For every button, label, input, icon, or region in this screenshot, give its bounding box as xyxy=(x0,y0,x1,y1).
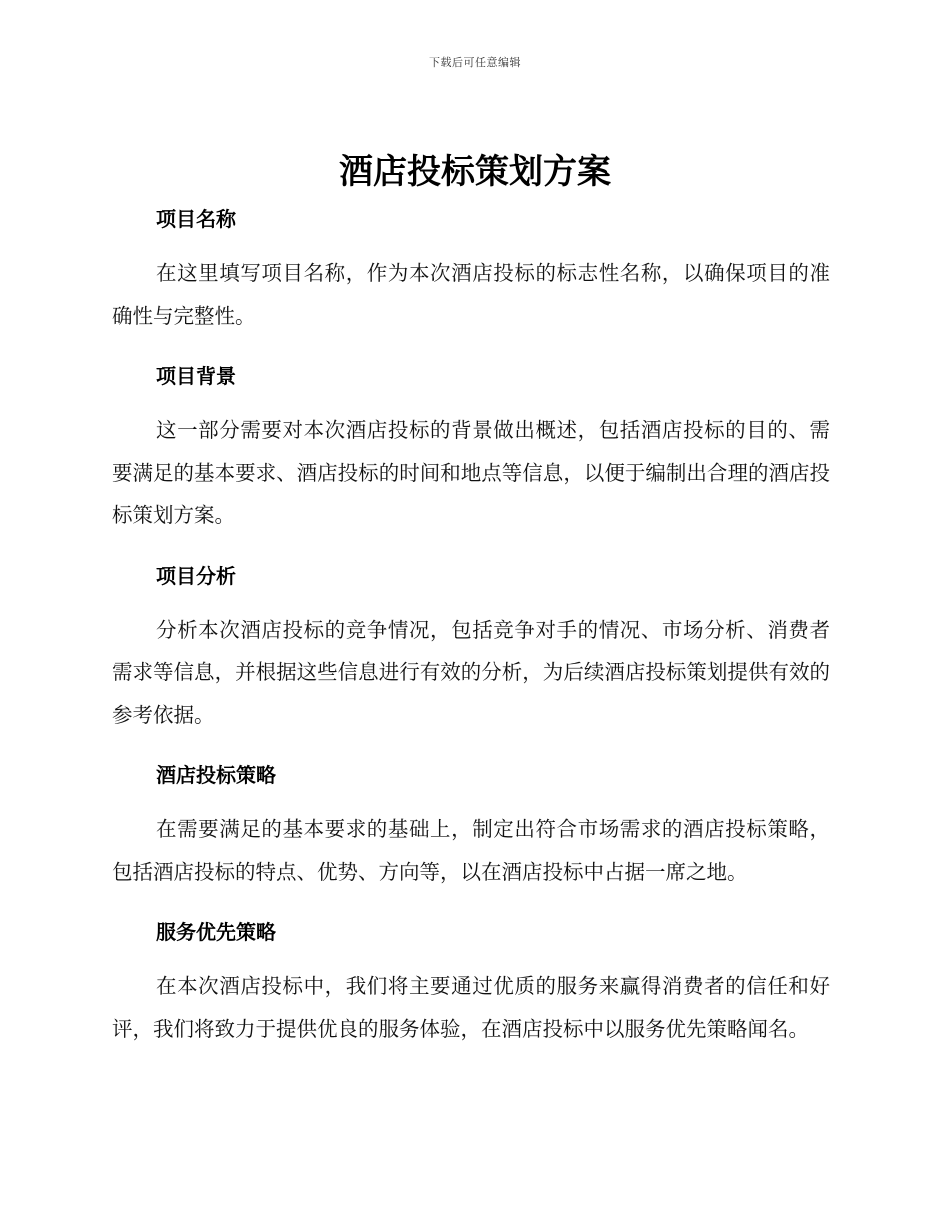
section-paragraph: 分析本次酒店投标的竞争情况，包括竞争对手的情况、市场分析、消费者需求等信息，并根据这些信息进行有效的分析，为后续酒店投标策划提供有效的参考依据。 xyxy=(112,617,830,727)
document-title: 酒店投标策划方案 xyxy=(339,152,611,192)
section-project-name xyxy=(112,198,830,337)
section-heading: 酒店投标策略 xyxy=(156,763,276,787)
header-note: 下载后可任意编辑 xyxy=(429,56,521,69)
section-heading: 服务优先策略 xyxy=(156,920,276,944)
document-content xyxy=(112,198,830,1068)
section-project-background xyxy=(112,355,830,537)
section-heading: 项目名称 xyxy=(156,207,236,231)
section-heading: 项目分析 xyxy=(156,563,236,588)
section-heading: 项目背景 xyxy=(156,364,236,388)
section-service-first-strategy xyxy=(112,911,830,1050)
section-paragraph: 在本次酒店投标中，我们将主要通过优质的服务来赢得消费者的信任和好评，我们将致力于提供优良的服务体验，在酒店投标中以服务优先策略闻名。 xyxy=(112,974,830,1041)
section-paragraph: 在需要满足的基本要求的基础上，制定出符合市场需求的酒店投标策略，包括酒店投标的特点、优势、方向等，以在酒店投标中占据一席之地。 xyxy=(112,817,830,884)
section-paragraph: 这一部分需要对本次酒店投标的背景做出概述，包括酒店投标的目的、需要满足的基本要求、酒店投标的时间和地点等信息，以便于编制出合理的酒店投标策划方案。 xyxy=(112,418,830,527)
section-project-analysis xyxy=(112,555,830,737)
section-bidding-strategy xyxy=(112,754,830,893)
section-paragraph: 在这里填写项目名称，作为本次酒店投标的标志性名称，以确保项目的准确性与完整性。 xyxy=(112,261,830,328)
